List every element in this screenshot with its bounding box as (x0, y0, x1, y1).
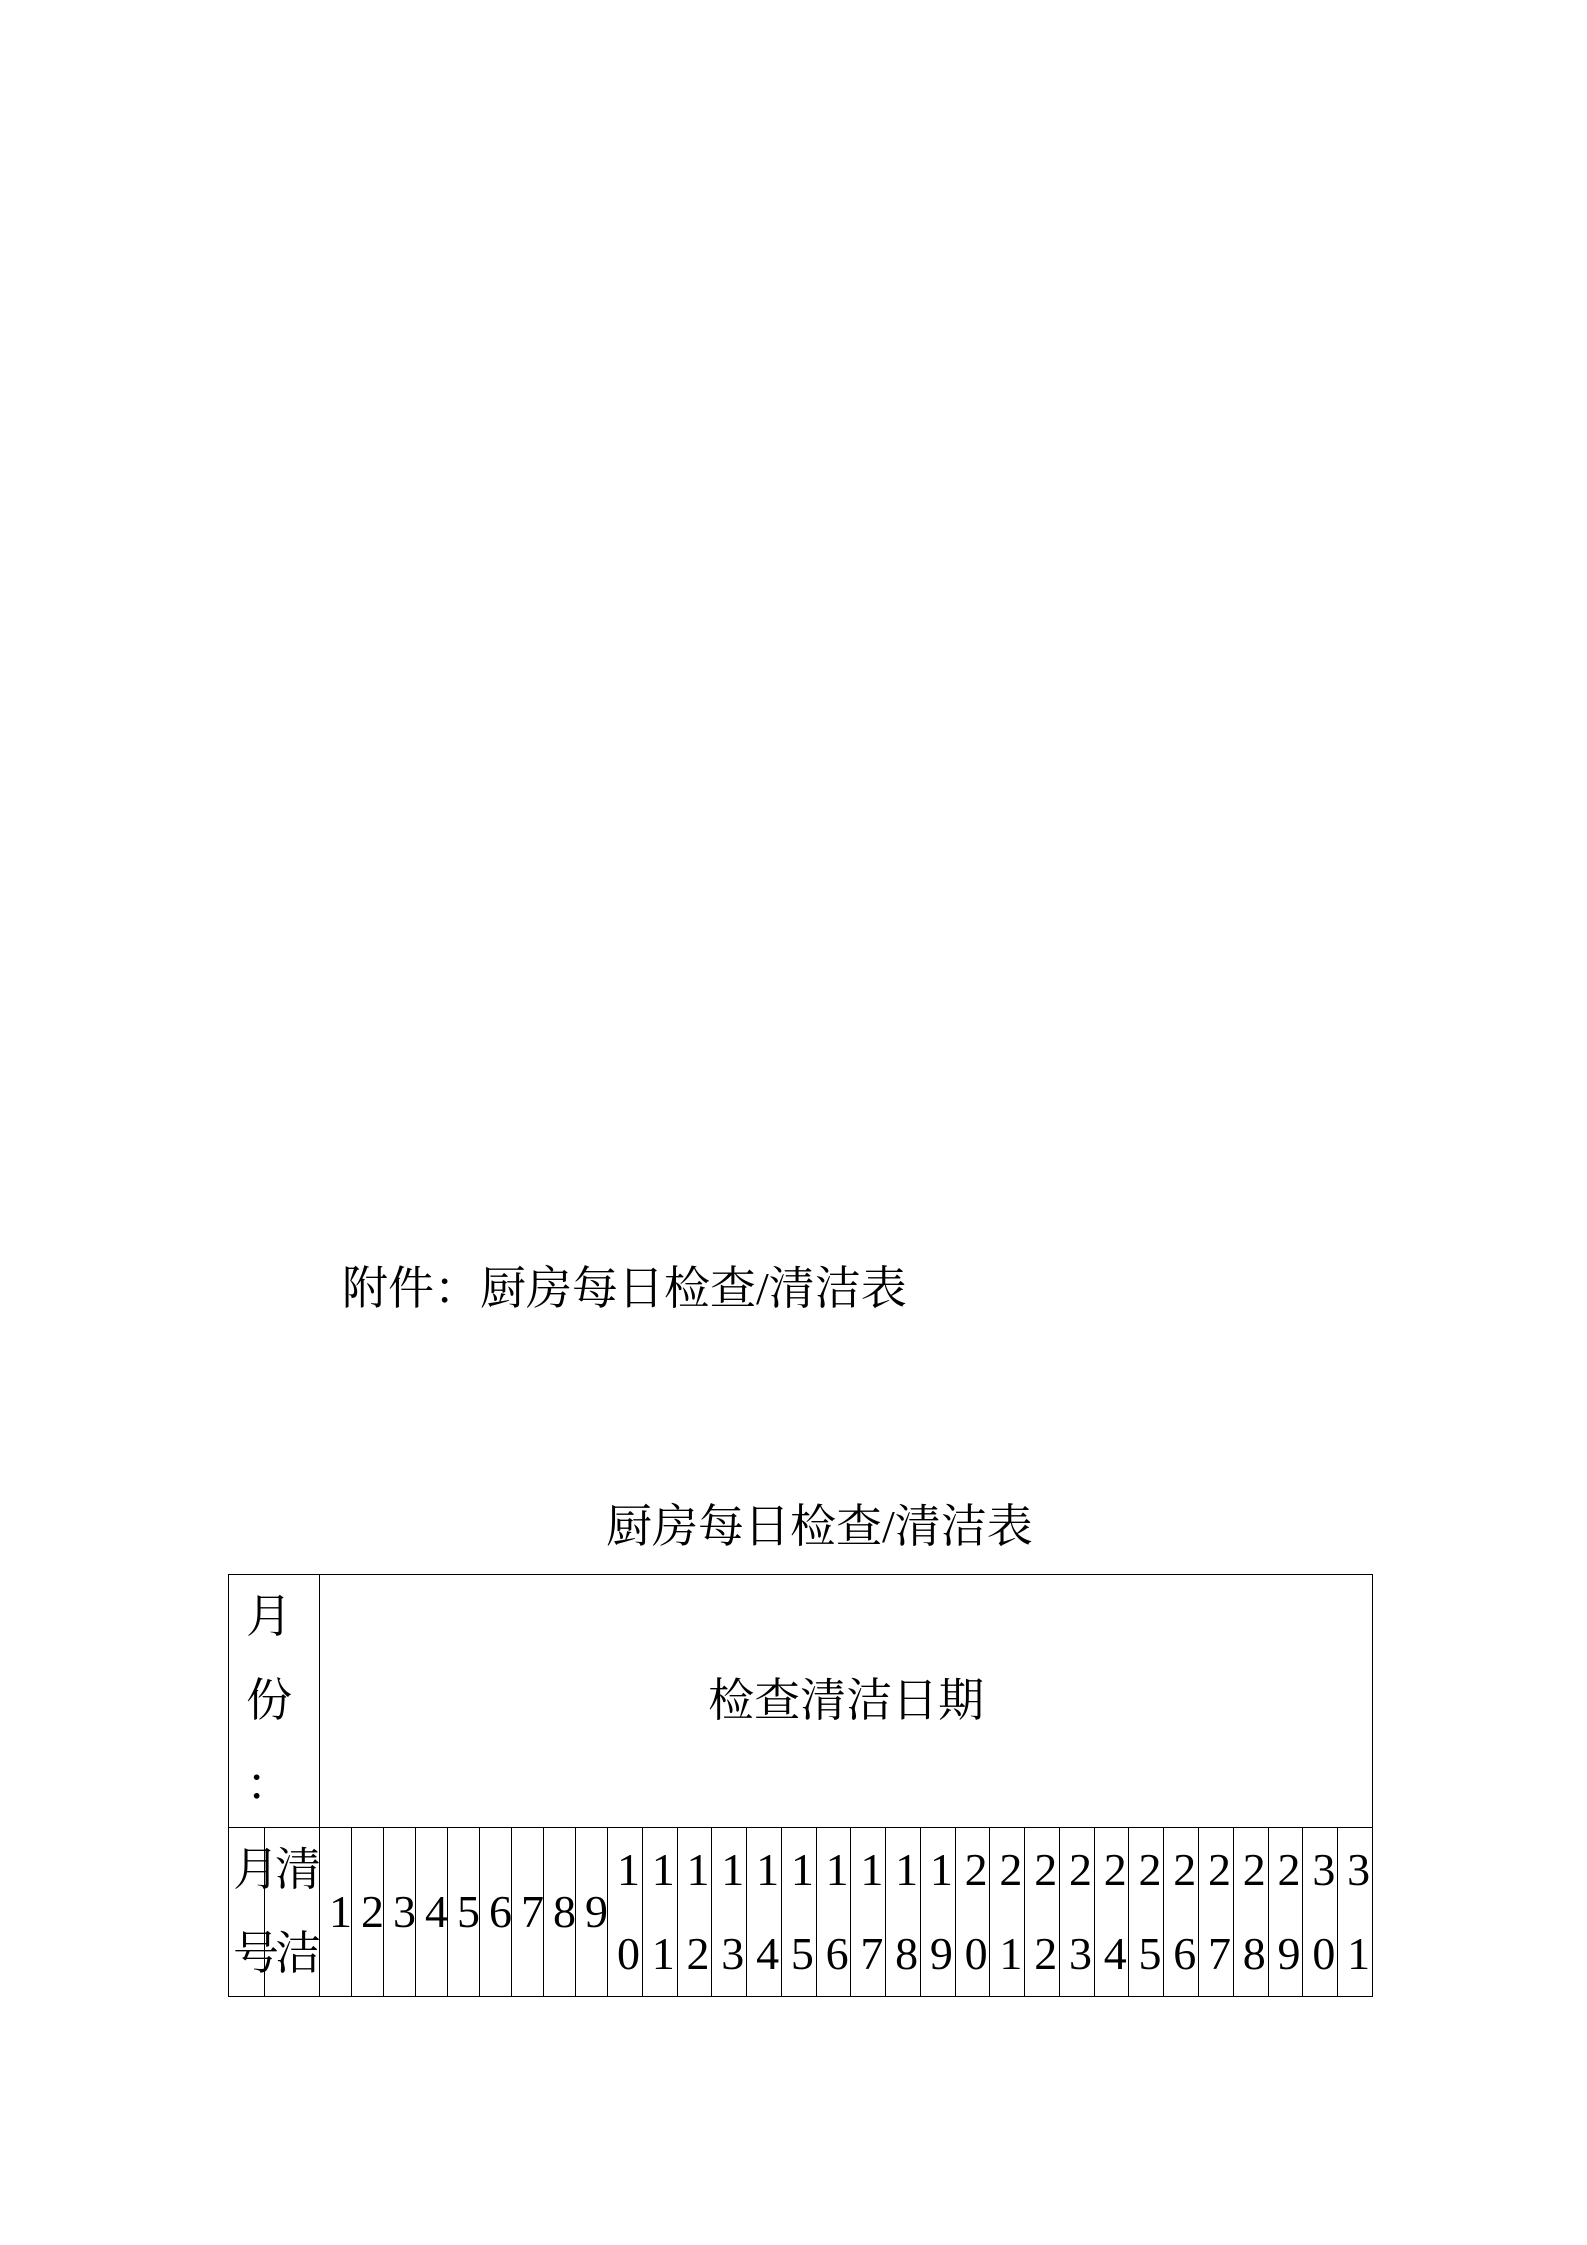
day-number-cell: 28 (1233, 1828, 1268, 1997)
day-number-cell: 16 (816, 1828, 851, 1997)
day-number-cell: 29 (1268, 1828, 1303, 1997)
day-label: 月号 (233, 1844, 279, 1979)
day-number-cell: 22 (1025, 1828, 1060, 1997)
day-number-cell: 20 (955, 1828, 990, 1997)
day-number-cell: 30 (1303, 1828, 1338, 1997)
day-number-cell: 3 (384, 1828, 416, 1997)
day-number-cell: 17 (851, 1828, 886, 1997)
day-number-cell: 15 (781, 1828, 816, 1997)
day-number-cell: 11 (642, 1828, 677, 1997)
day-number-cell: 8 (544, 1828, 576, 1997)
day-number-cell: 26 (1164, 1828, 1199, 1997)
day-number-cell: 9 (576, 1828, 608, 1997)
day-number-cell: 25 (1129, 1828, 1164, 1997)
day-number-cell: 1 (320, 1828, 352, 1997)
day-number-cell: 24 (1094, 1828, 1129, 1997)
month-label: 月份： (246, 1591, 292, 1810)
day-number-cell: 4 (416, 1828, 448, 1997)
day-number-cell: 5 (448, 1828, 480, 1997)
kitchen-daily-check-table (228, 1574, 1373, 1997)
clean-label: 清洁 (275, 1844, 321, 1979)
day-number-row (229, 1828, 1373, 1997)
day-number-cell: 23 (1059, 1828, 1094, 1997)
day-number-cell: 27 (1199, 1828, 1234, 1997)
month-label-cell (229, 1575, 320, 1828)
table-header-row (229, 1575, 1373, 1828)
attachment-heading: 附件：厨房每日检查/清洁表 (342, 1263, 907, 1314)
day-number-cell: 19 (920, 1828, 955, 1997)
day-number-cell: 10 (608, 1828, 643, 1997)
table-title: 厨房每日检查/清洁表 (606, 1501, 1033, 1552)
date-header: 检查清洁日期 (708, 1675, 985, 1726)
day-number-cell: 14 (747, 1828, 782, 1997)
day-number-cell: 12 (677, 1828, 712, 1997)
date-header-cell (320, 1575, 1373, 1828)
day-number-cell: 13 (712, 1828, 747, 1997)
day-number-cell: 31 (1338, 1828, 1373, 1997)
day-number-cell: 7 (512, 1828, 544, 1997)
day-label-cell (229, 1828, 279, 1997)
day-number-cell: 6 (480, 1828, 512, 1997)
day-number-cell: 21 (990, 1828, 1025, 1997)
day-number-cell: 2 (352, 1828, 384, 1997)
day-number-cell: 18 (886, 1828, 921, 1997)
